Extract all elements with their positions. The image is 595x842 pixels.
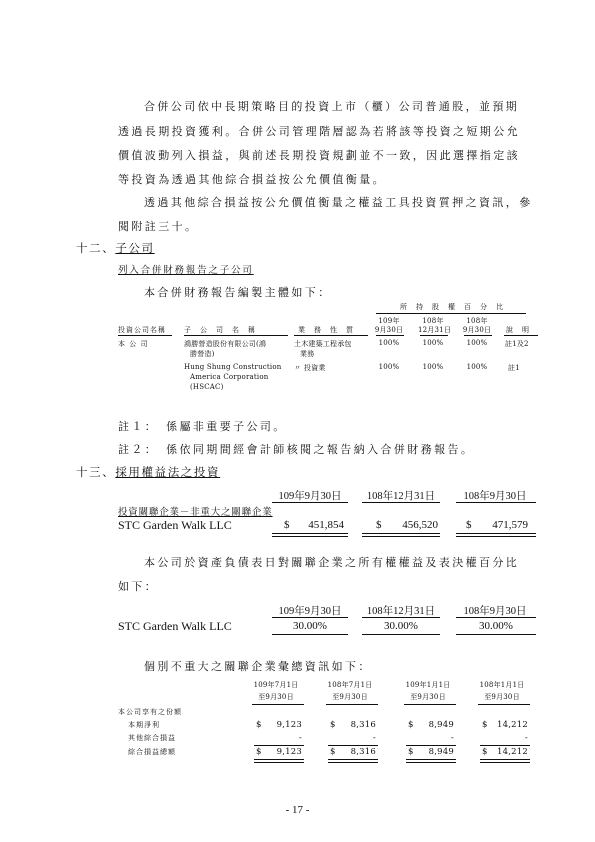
summary-row1-v3: 8,949 (428, 720, 454, 730)
summary-row2-label: 其他綜合損益 (128, 734, 176, 742)
row2-business-ditto: 〃 (294, 364, 302, 372)
summary-title: 個別不重大之關聯企業彙總資訊如下： (144, 660, 372, 673)
pct-date-3-rule (456, 617, 536, 618)
summary-total-rule-2 (328, 759, 378, 763)
pct-value-1: 30.00% (293, 620, 327, 632)
equity-date-2: 108年12月31日 (366, 491, 436, 502)
rule-d1 (376, 335, 404, 336)
col-business: 業 務 性 質 (298, 326, 354, 334)
rule-d2 (420, 335, 448, 336)
equity-currency-3: $ (466, 519, 472, 531)
section-12-subtitle: 列入合併財務報告之子公司 (118, 265, 254, 276)
row1-d1: 100% (378, 339, 400, 347)
row2-subsidiary-line1: Hung Shung Construction (184, 363, 282, 371)
summary-row2-v4: - (524, 733, 528, 743)
summary-row3-v2: 8,316 (350, 747, 376, 757)
reference-line-1: 透過其他綜合損益按公允價值衡量之權益工具投資質押之資訊，參 (144, 196, 533, 209)
summary-total-rule-3 (406, 759, 456, 763)
pct-value-2-rule (362, 634, 440, 635)
summary-row1-cur2: $ (330, 720, 336, 730)
row2-subsidiary-line2: America Corporation (190, 373, 269, 381)
row1-d3: 100% (466, 339, 488, 347)
equity-date-3-rule (456, 502, 536, 503)
row1-subsidiary-line2: 勝營造) (190, 350, 215, 358)
summary-sub-rule-4 (480, 745, 530, 746)
equity-amount-1: 451,854 (308, 519, 344, 531)
equity-total-rule-3 (456, 533, 536, 537)
pct-date-2: 108年12月31日 (366, 606, 436, 617)
row2-d2: 100% (422, 363, 444, 371)
pct-value-3: 30.00% (479, 620, 513, 632)
summary-h1-rule (252, 704, 304, 705)
summary-h4-line2: 至9月30日 (484, 693, 520, 701)
col-d1-line2: 9月30日 (374, 326, 404, 334)
row2-subsidiary-line3: (HSCAC) (190, 383, 224, 391)
row2-d3: 100% (466, 363, 488, 371)
pct-date-1: 109年9月30日 (278, 606, 342, 617)
summary-row1-cur1: $ (256, 720, 262, 730)
summary-row2-v3: - (450, 733, 454, 743)
paragraph-line-1: 合併公司依中長期策略目的投資上市（櫃）公司普通股，並預期 (144, 100, 520, 113)
section-12-intro: 本合併財務報告編製主體如下： (144, 286, 332, 299)
row1-investor: 本 公 司 (118, 340, 149, 348)
row1-d2: 100% (422, 339, 444, 347)
col-d2-line1: 108年 (422, 317, 444, 325)
summary-row1-cur3: $ (408, 720, 414, 730)
summary-row3-label: 綜合損益總額 (128, 748, 176, 756)
pct-value-3-rule (456, 634, 536, 635)
pct-entity: STC Garden Walk LLC (118, 619, 232, 633)
col-d2-line2: 12月31日 (418, 326, 452, 334)
summary-total-rule-4 (480, 759, 530, 763)
equity-amount-2: 456,520 (402, 519, 438, 531)
row2-business: 投資業 (304, 364, 326, 372)
paragraph-line-4: 等投資為透過其他綜合損益按公允價值衡量。 (118, 173, 386, 186)
summary-total-rule-1 (254, 759, 304, 763)
pct-value-2: 30.00% (384, 620, 418, 632)
rule-investor (118, 335, 172, 336)
rule-business (294, 335, 368, 336)
summary-sub-rule-3 (406, 745, 456, 746)
summary-label: 本公司享有之份額 (118, 708, 182, 716)
summary-row2-v1: - (298, 733, 302, 743)
summary-sub-rule-2 (328, 745, 378, 746)
col-subsidiary: 子 公 司 名 稱 (184, 326, 256, 334)
rule-subsidiary (184, 335, 288, 336)
row2-note: 註1 (508, 364, 520, 372)
equity-total-rule-2 (362, 533, 440, 537)
row1-business-line2: 業務 (300, 350, 315, 358)
summary-row2-v2: - (372, 733, 376, 743)
summary-h1-line1: 109年7月1日 (253, 681, 299, 689)
ownership-header: 所 持 股 權 百 分 比 (400, 303, 504, 311)
equity-date-2-rule (362, 502, 440, 503)
summary-row3-v1: 9,123 (276, 747, 302, 757)
summary-row3-cur3: $ (408, 747, 414, 757)
paragraph-line-3: 價值波動列入損益，與前述長期投資規劃並不一致，因此選擇指定該 (118, 149, 520, 162)
row1-subsidiary-line1: 鴻勝營造股份有限公司(鴻 (184, 340, 267, 348)
summary-row1-cur4: $ (482, 720, 488, 730)
paragraph-line-2: 透過長期投資獲利。合併公司管理階層認為若將該等投資之短期公允 (118, 125, 520, 138)
summary-row1-v4: 14,212 (497, 720, 528, 730)
col-d3-line1: 108年 (466, 317, 488, 325)
pct-value-1-rule (272, 634, 348, 635)
col-investor: 投資公司名稱 (118, 326, 166, 334)
section-12-heading (76, 240, 155, 256)
summary-row1-label: 本期淨利 (128, 721, 160, 729)
row1-note: 註1及2 (505, 340, 529, 348)
rule-d3 (464, 335, 492, 336)
section-12-title: 子公司 (115, 241, 155, 255)
pct-date-3: 108年9月30日 (463, 606, 527, 617)
summary-row3-cur1: $ (256, 747, 262, 757)
equity-amount-3: 471,579 (492, 519, 528, 531)
ownership-header-rule (376, 313, 526, 314)
summary-h3-line1: 109年1月1日 (405, 681, 451, 689)
summary-h2-line2: 至9月30日 (332, 693, 368, 701)
col-d1-line1: 109年 (378, 317, 400, 325)
summary-row3-v3: 8,949 (428, 747, 454, 757)
equity-total-rule-1 (272, 533, 348, 537)
summary-h4-rule (478, 704, 530, 705)
summary-sub-rule-1 (254, 745, 304, 746)
summary-row3-cur4: $ (482, 747, 488, 757)
row1-business-line1: 土木建築工程承包 (294, 340, 352, 348)
equity-entity: STC Garden Walk LLC (118, 518, 232, 532)
equity-subheader: 投資關聯企業－非重大之關聯企業 (118, 507, 273, 518)
pct-date-2-rule (362, 617, 440, 618)
page-number: - 17 - (285, 804, 310, 816)
col-d3-line2: 9月30日 (462, 326, 492, 334)
ownership-paragraph-line-2: 如下： (118, 580, 159, 593)
row2-d1: 100% (378, 363, 400, 371)
section-12-number: 十二、 (76, 241, 116, 255)
summary-row3-cur2: $ (330, 747, 336, 757)
section-13-heading (76, 464, 220, 480)
summary-h2-line1: 108年7月1日 (327, 681, 373, 689)
section-13-title: 採用權益法之投資 (115, 465, 221, 479)
pct-date-1-rule (272, 617, 348, 618)
summary-row1-v2: 8,316 (350, 720, 376, 730)
col-note: 說 明 (506, 326, 530, 334)
summary-row3-v4: 14,212 (497, 747, 528, 757)
note-1: 註１： 係屬非重要子公司。 (118, 420, 287, 433)
summary-h2-rule (326, 704, 378, 705)
reference-line-2: 閱附註三十。 (118, 220, 199, 233)
note-2: 註２： 係依同期間經會計師核閱之報告納入合併財務報告。 (118, 443, 475, 456)
equity-currency-1: $ (284, 519, 290, 531)
summary-row1-v1: 9,123 (276, 720, 302, 730)
summary-h1-line2: 至9月30日 (258, 693, 294, 701)
summary-h4-line1: 108年1月1日 (479, 681, 525, 689)
equity-date-1-rule (272, 502, 348, 503)
section-13-number: 十三、 (76, 465, 116, 479)
summary-h3-line2: 至9月30日 (410, 693, 446, 701)
equity-date-1: 109年9月30日 (278, 491, 342, 502)
equity-date-3: 108年9月30日 (463, 491, 527, 502)
ownership-paragraph-line-1: 本公司於資產負債表日對關聯企業之所有權權益及表決權百分比 (144, 556, 520, 569)
rule-note (504, 335, 538, 336)
equity-currency-2: $ (376, 519, 382, 531)
summary-h3-rule (404, 704, 456, 705)
